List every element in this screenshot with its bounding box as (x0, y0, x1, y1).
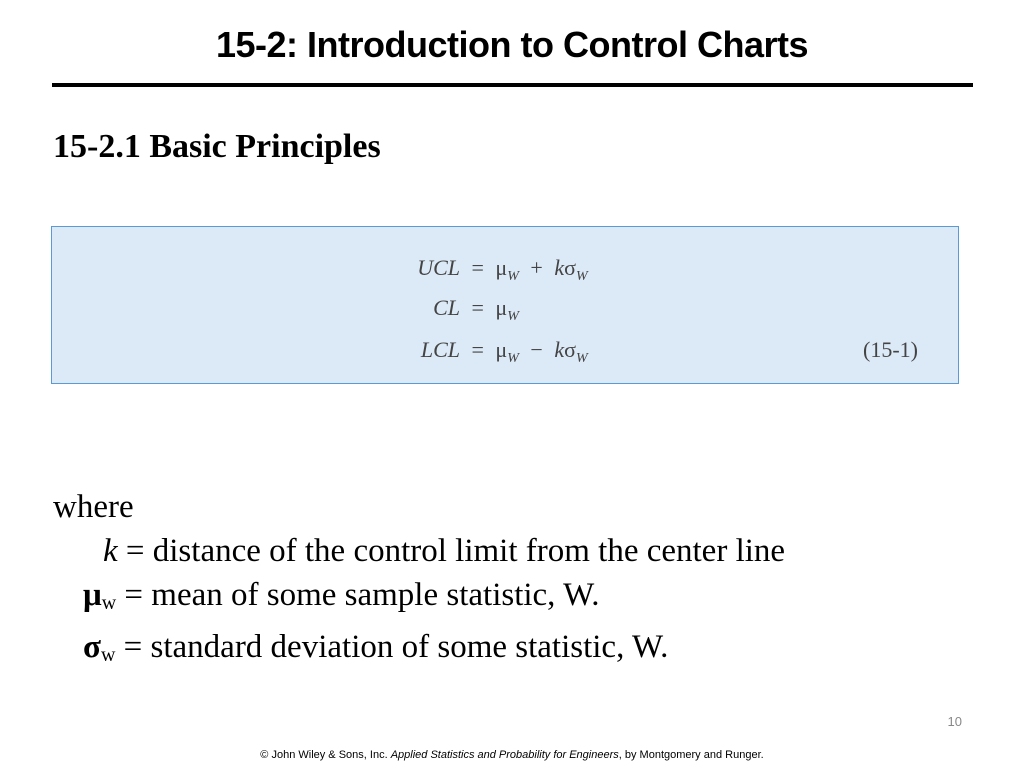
k-definition-text: = distance of the control limit from the center line (117, 533, 786, 569)
sigma-symbol: σ (564, 255, 576, 280)
sigma-definition-text: = standard deviation of some statistic, W. (115, 629, 669, 665)
mu-definition (53, 573, 785, 625)
sigma-symbol: σ (564, 337, 576, 362)
w-subscript: W (507, 269, 519, 284)
w-subscript: W (507, 351, 519, 366)
copyright-footer (0, 749, 1024, 761)
footer-book-title: Applied Statistics and Probability for Engineers (390, 749, 619, 761)
cl-equation (412, 295, 519, 325)
slide-number: 10 (947, 714, 962, 729)
mu-subscript: w (101, 592, 117, 614)
equals-sign: = (471, 337, 484, 362)
mu-symbol: μ (83, 577, 102, 613)
equation-box (51, 226, 959, 384)
where-label: where (53, 489, 134, 525)
title-divider (52, 83, 973, 87)
ucl-equation (412, 255, 588, 285)
sigma-symbol: σ (83, 629, 101, 665)
footer-prefix: © John Wiley & Sons, Inc. (260, 749, 391, 761)
equals-sign: = (471, 255, 484, 280)
k-symbol: k (554, 337, 565, 362)
plus-sign: + (530, 255, 543, 280)
k-symbol: k (103, 533, 118, 569)
k-symbol: k (554, 255, 565, 280)
mu-symbol: μ (495, 337, 508, 362)
slide-title: 15-2: Introduction to Control Charts (216, 24, 808, 65)
mu-symbol: μ (495, 255, 508, 280)
lcl-label: LCL (420, 337, 460, 362)
mu-symbol: μ (495, 295, 508, 320)
section-heading: 15-2.1 Basic Principles (53, 128, 381, 165)
footer-suffix: , by Montgomery and Runger. (618, 749, 764, 761)
mu-definition-text: = mean of some sample statistic, W. (116, 577, 600, 613)
w-subscript: W (575, 351, 588, 366)
k-definition (53, 529, 785, 573)
minus-sign: − (530, 337, 543, 362)
sigma-definition (53, 625, 785, 677)
ucl-label: UCL (417, 255, 460, 280)
lcl-equation (412, 337, 588, 367)
sigma-subscript: w (100, 644, 116, 666)
w-subscript: W (575, 269, 588, 284)
definitions-block (53, 485, 785, 677)
equals-sign: = (471, 295, 484, 320)
cl-label: CL (433, 295, 460, 320)
equation-number: (15-1) (863, 337, 918, 362)
w-subscript: W (507, 309, 519, 324)
